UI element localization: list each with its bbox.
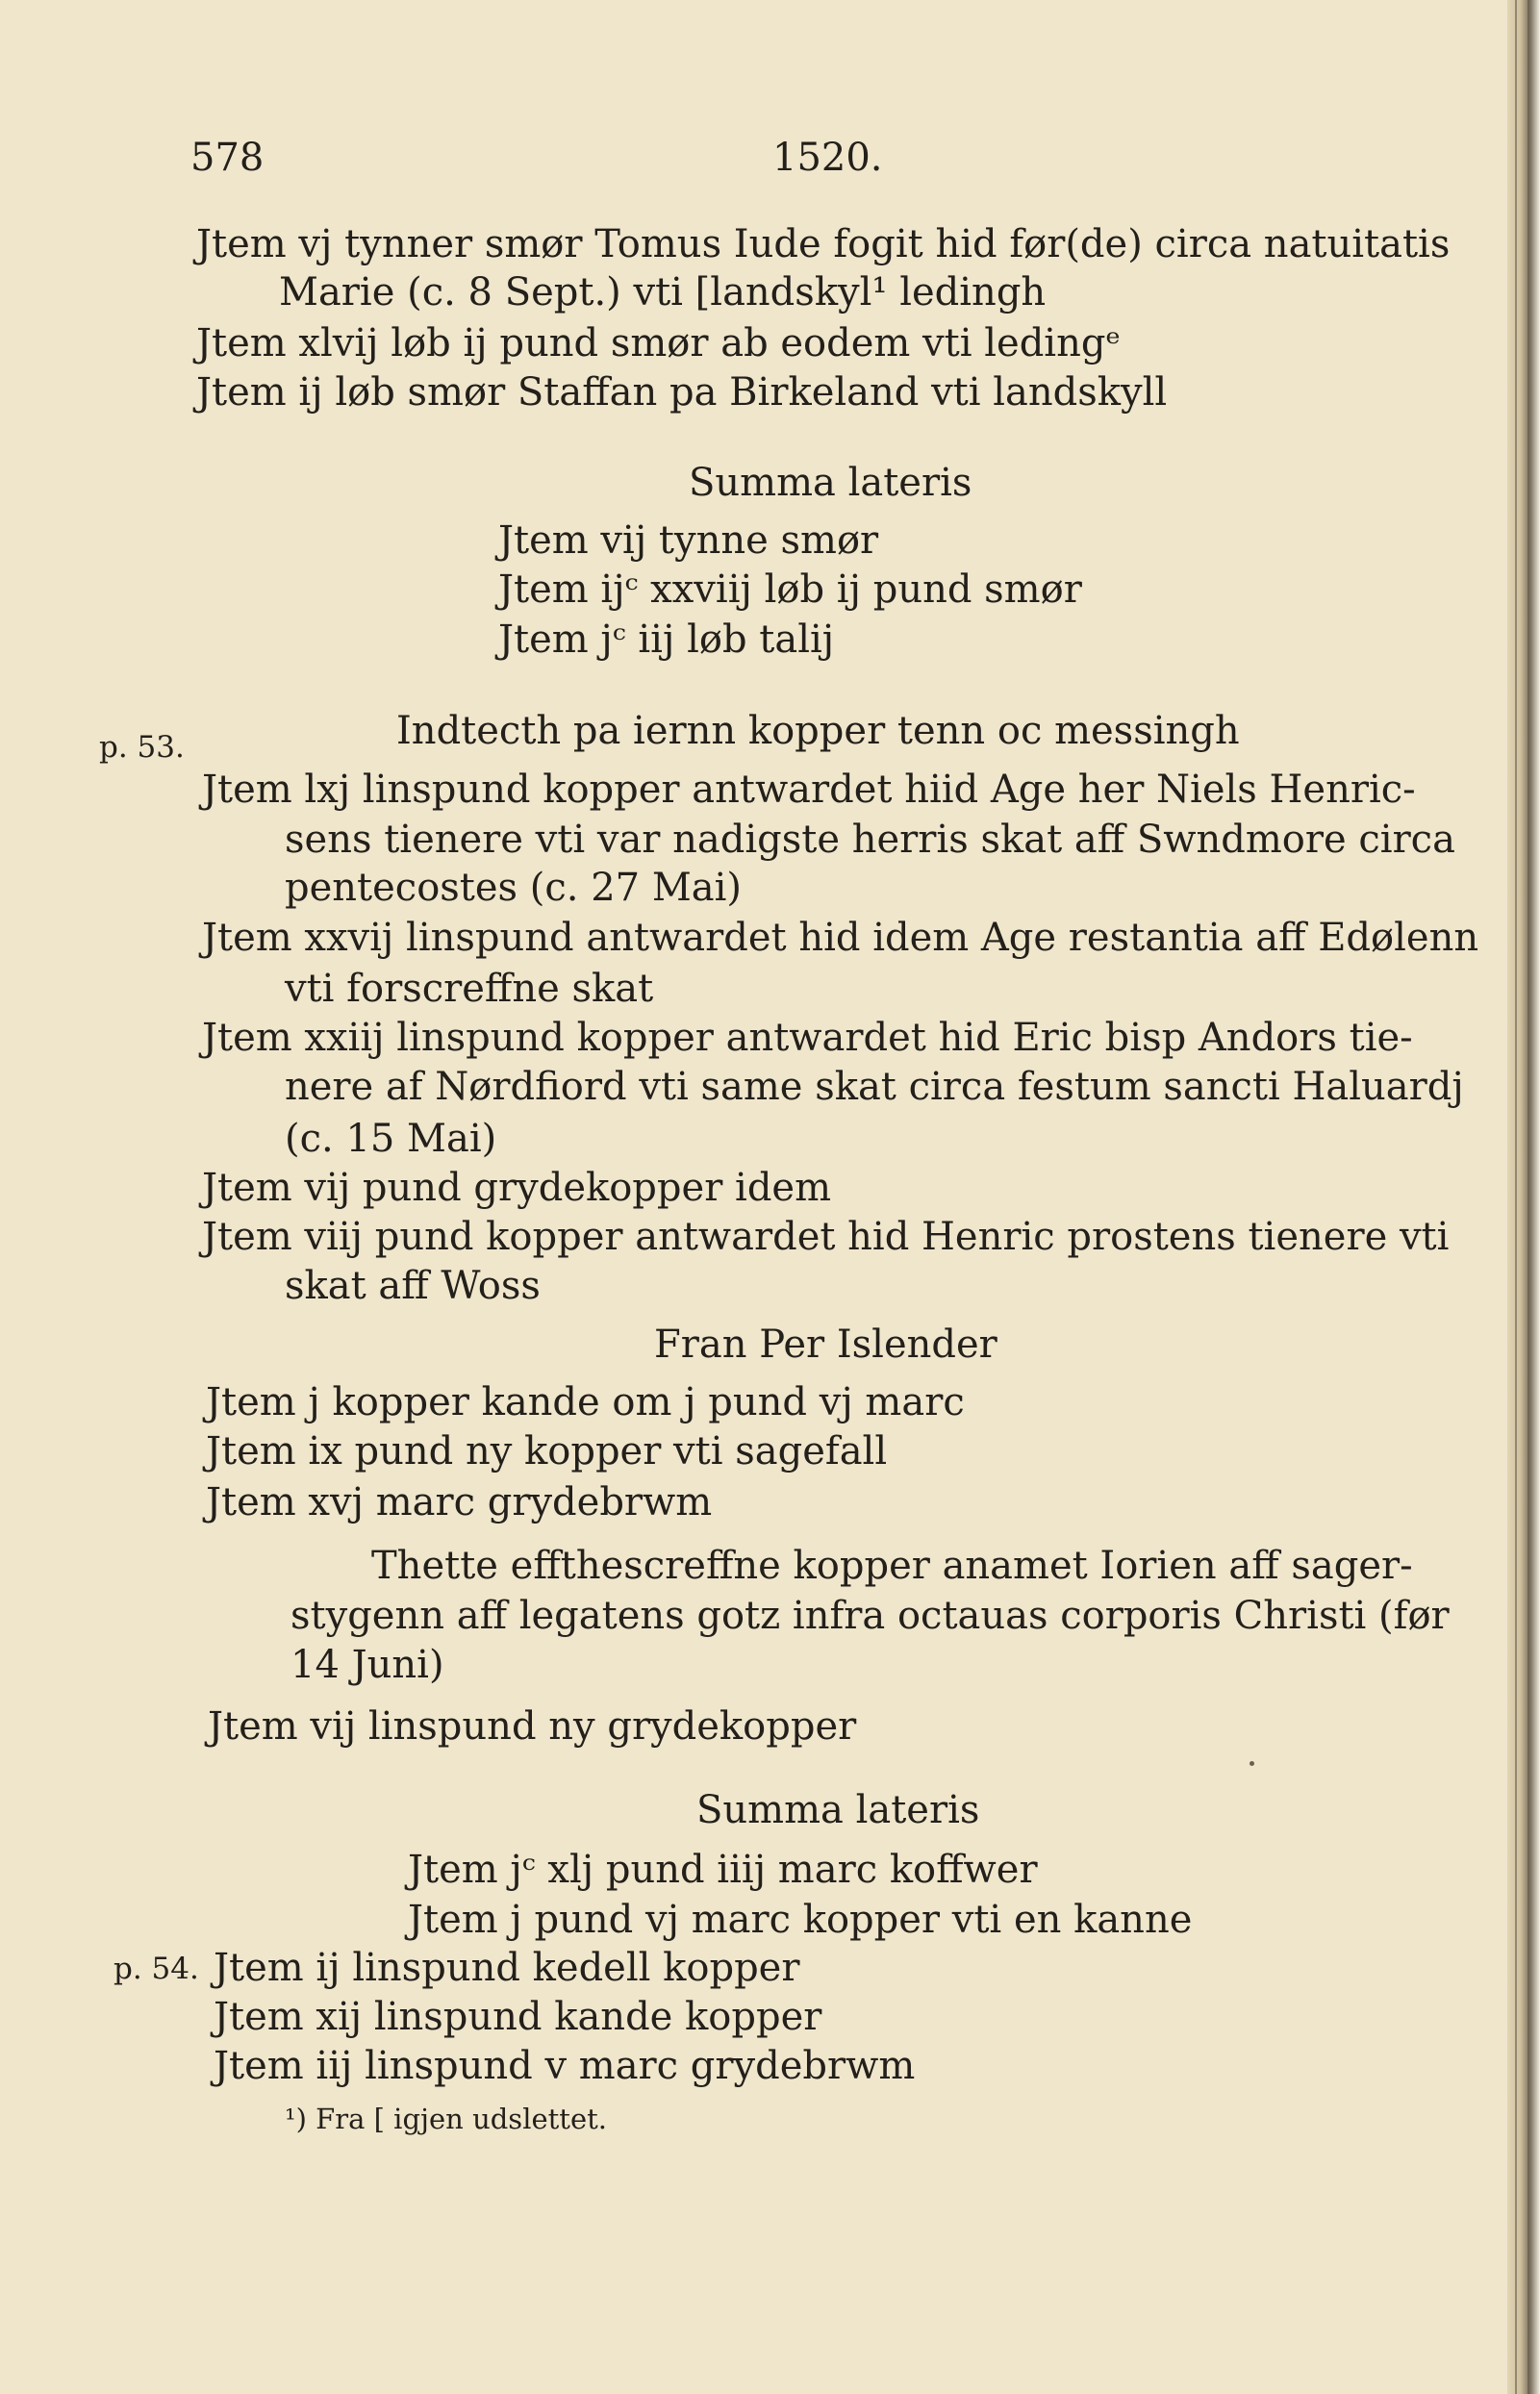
text-line: Jtem vij tynne smør [498, 518, 879, 563]
text-line: Jtem xxiij linspund kopper antwardet hid Eric bisp Andors tie- [202, 1016, 1413, 1060]
text-line: pentecostes (c. 27 Mai) [285, 866, 743, 910]
text-line: Thette effthescreffne kopper anamet Iorien aff sager- [371, 1544, 1413, 1588]
text-line: Jtem j kopper kande om j pund vj marc [206, 1380, 965, 1424]
text-line: Jtem ij løb smør Staffan pa Birkeland vti landskyll [196, 370, 1168, 415]
text-line: vti forscreffne skat [285, 967, 654, 1011]
section-heading: Indtecth pa iernn kopper tenn oc messingh [396, 709, 1240, 753]
page-edge [1507, 0, 1540, 2394]
edge-line [1515, 0, 1517, 2394]
page-number: 578 [190, 136, 265, 180]
text-line: Jtem j pund vj marc kopper vti en kanne [408, 1898, 1193, 1942]
text-line: Jtem ij linspund kedell kopper [214, 1946, 800, 1990]
section-heading: Summa lateris [689, 461, 972, 505]
dot-mark [1250, 1761, 1254, 1766]
text-line: Jtem xlvij løb ij pund smør ab eodem vti ledingᵉ [196, 321, 1121, 365]
section-heading: Summa lateris [696, 1788, 980, 1832]
text-line: Jtem ix pund ny kopper vti sagefall [206, 1429, 888, 1474]
text-line: Jtem ijᶜ xxviij løb ij pund smør [498, 567, 1082, 612]
text-line: nere af Nørdfiord vti same skat circa festum sancti Haluardj [285, 1065, 1464, 1109]
text-line: Marie (c. 8 Sept.) vti [landskyl¹ ledingh [279, 270, 1047, 315]
text-line: Jtem vj tynner smør Tomus Iude fogit hid før(de) circa natuitatis [196, 222, 1451, 266]
margin-note: p. 53. [99, 730, 185, 765]
margin-note: p. 54. [114, 1952, 199, 1986]
text-line: (c. 15 Mai) [285, 1117, 497, 1161]
text-line: Jtem vij linspund ny grydekopper [208, 1704, 857, 1749]
edge-line [1527, 0, 1529, 2394]
text-line: Jtem iij linspund v marc grydebrwm [214, 2044, 916, 2088]
text-line: Jtem xvj marc grydebrwm [206, 1480, 713, 1525]
text-line: Jtem jᶜ iij løb talij [498, 617, 835, 662]
page-year: 1520. [772, 136, 883, 180]
text-line: skat aff Woss [285, 1264, 541, 1308]
section-heading: Fran Per Islender [654, 1323, 997, 1367]
text-line: 14 Juni) [290, 1643, 444, 1687]
text-line: Jtem viij pund kopper antwardet hid Henric prostens tienere vti [202, 1215, 1450, 1259]
text-line: Jtem vij pund grydekopper idem [202, 1166, 832, 1210]
text-line: Jtem xxvij linspund antwardet hid idem Age restantia aff Edølenn [202, 916, 1479, 960]
text-line: stygenn aff legatens gotz infra octauas corporis Christi (før [290, 1594, 1450, 1638]
text-line: Jtem xij linspund kande kopper [214, 1995, 822, 2039]
footnote: ¹) Fra [ igjen udslettet. [285, 2103, 607, 2135]
text-line: Jtem lxj linspund kopper antwardet hiid Age her Niels Henric- [202, 768, 1416, 812]
text-line: sens tienere vti var nadigste herris skat aff Swndmore circa [285, 818, 1455, 862]
text-line: Jtem jᶜ xlj pund iiij marc koffwer [408, 1848, 1038, 1892]
